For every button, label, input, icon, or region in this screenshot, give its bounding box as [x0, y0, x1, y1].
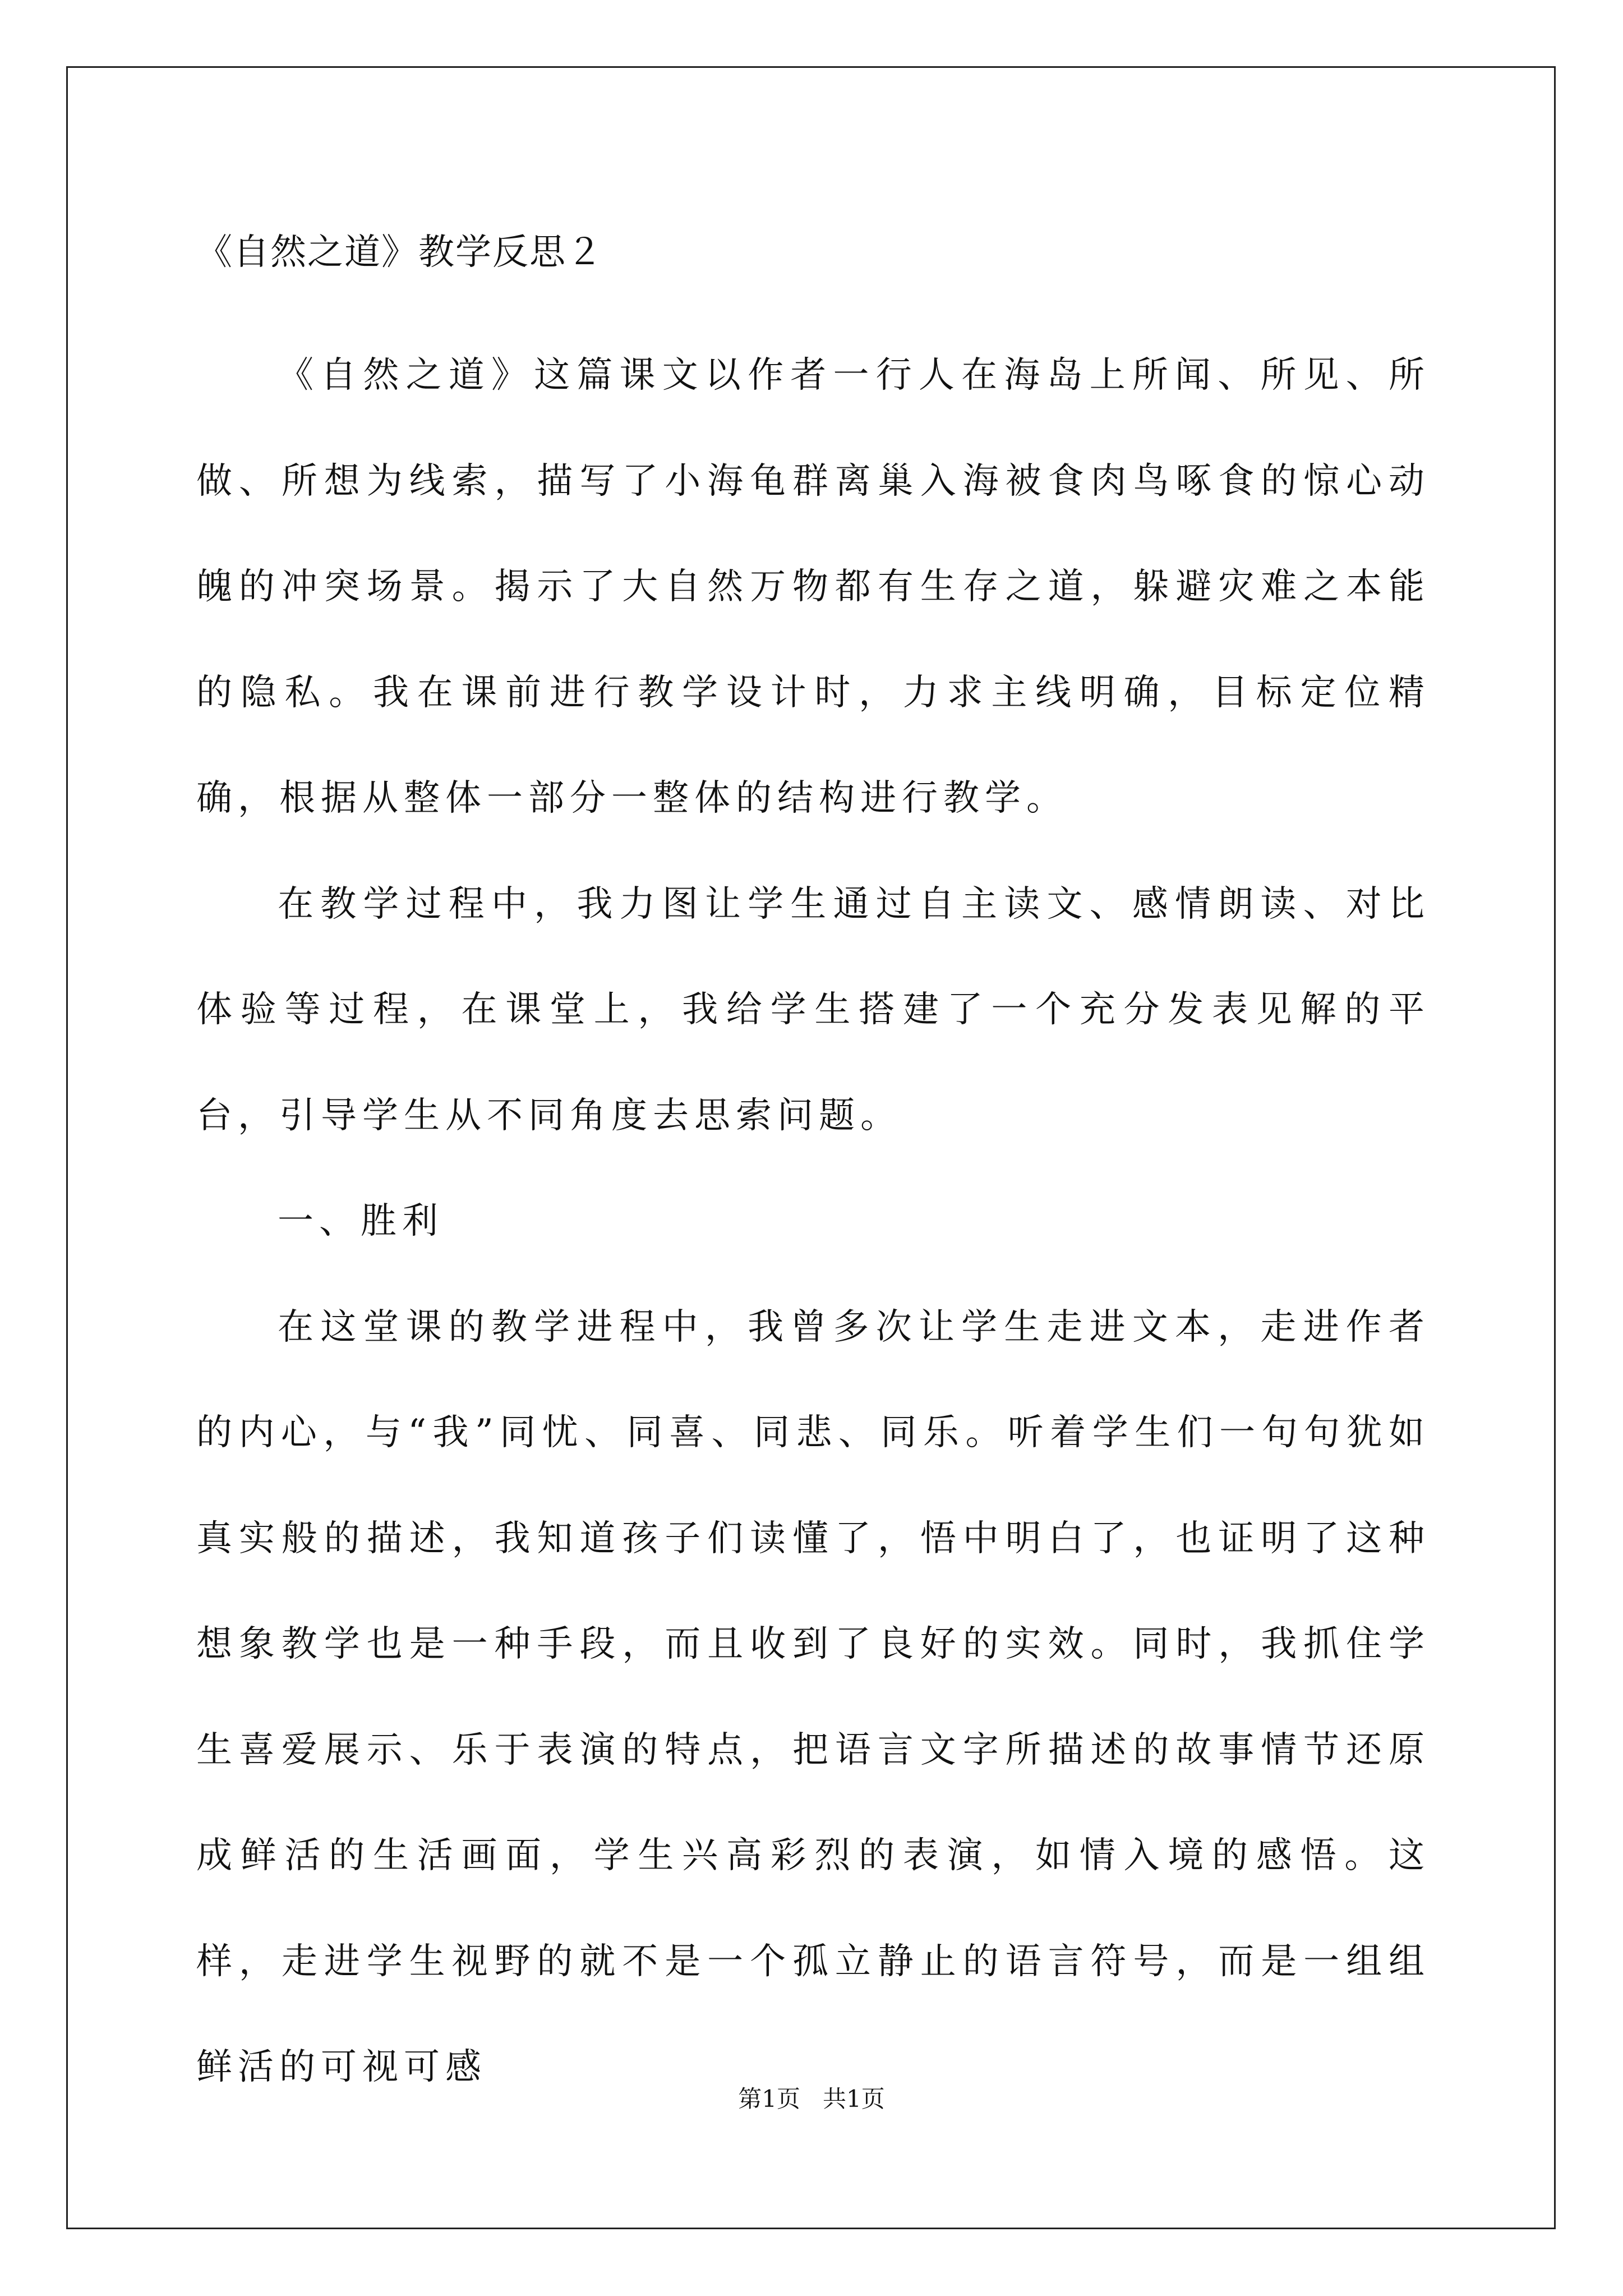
page-number: 第1页: [738, 2085, 800, 2113]
paragraph-success: 在这堂课的教学进程中，我曾多次让学生走进文本，走进作者的内心，与“我”同忧、同喜、同悲、同乐。听着学生们一句句犹如真实般的描述，我知道孩子们读懂了，悟中明白了，也证明了这种想象教学也是一种手段，而且收到了良好的实效。同时，我抓住学生喜爱展示、乐于表演的特点，把语言文字所描述的故事情节还原成鲜活的生活画面，学生兴高彩烈的表演，如情入境的感悟。这样，走进学生视野的就不是一个孤立静止的语言符号，而是一组组鲜活的可视可感: [196, 1306, 1430, 2088]
paragraph-intro: 《自然之道》这篇课文以作者一行人在海岛上所闻、所见、所做、所想为线索，描写了小海龟群离巢入海被食肉鸟啄食的惊心动魄的冲突场景。揭示了大自然万物都有生存之道，躲避灾难之本能的隐私。我在课前进行教学设计时，力求主线明确，目标定位精确，根据从整体一部分一整体的结构进行教学。: [196, 355, 1430, 819]
paragraph-process: 在教学过程中，我力图让学生通过自主读文、感情朗读、对比体验等过程，在课堂上，我给学生搭建了一个充分发表见解的平台，引导学生从不同角度去思索问题。: [196, 883, 1430, 1137]
document-body: [196, 323, 1430, 2120]
page-footer: [0, 2082, 1623, 2116]
section-heading-success: 一、胜利: [278, 1200, 444, 1242]
document-title: 《自然之道》教学反思２: [196, 232, 603, 273]
page-total: 共1页: [823, 2085, 885, 2113]
